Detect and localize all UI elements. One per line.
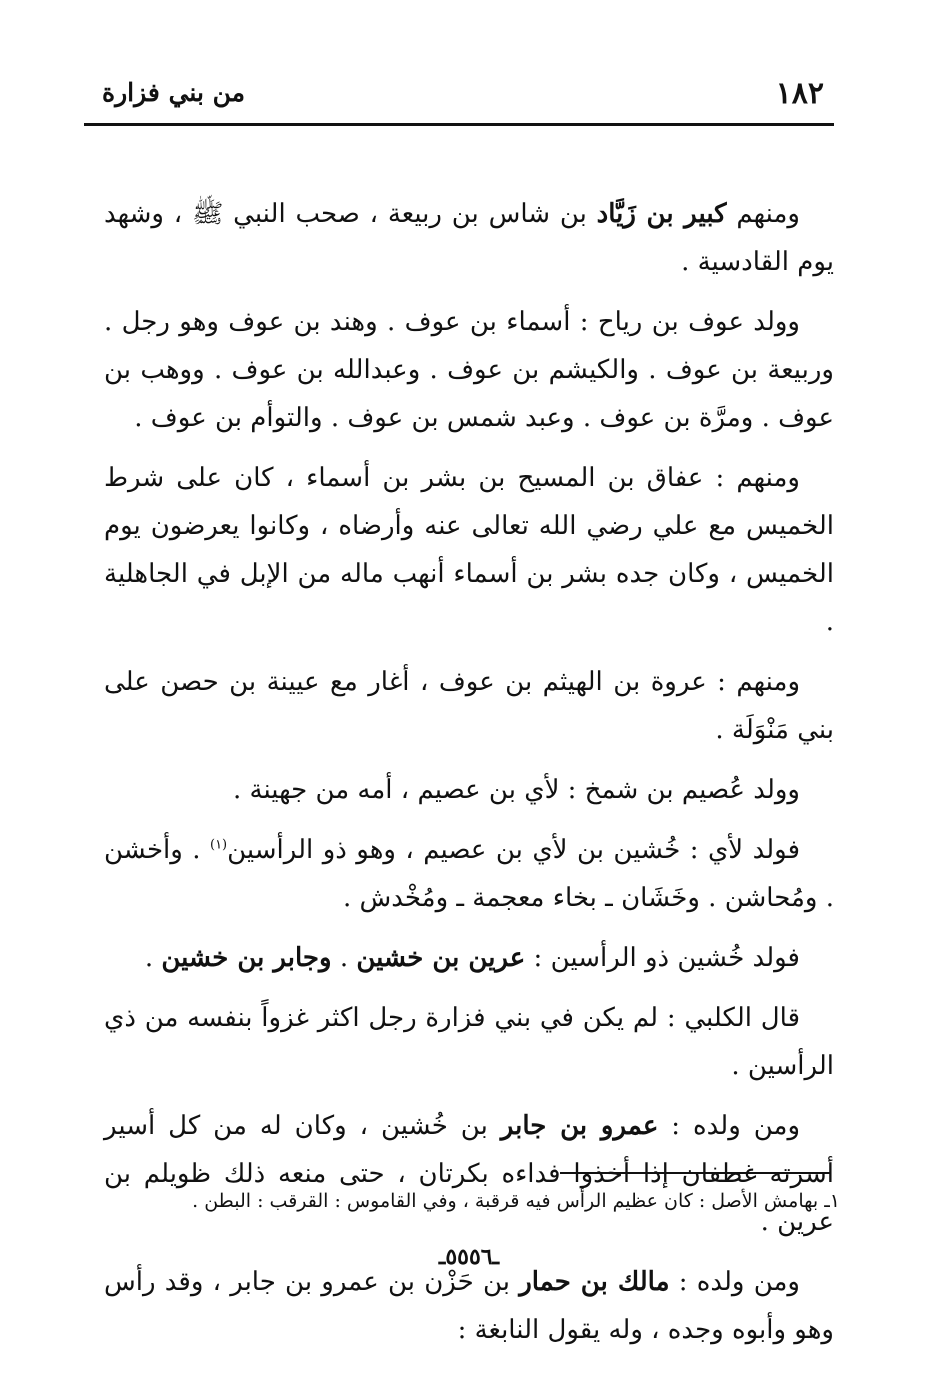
running-title: من بني فزارة — [102, 78, 246, 107]
name-bold: وجابر بن خشين — [161, 943, 332, 973]
volume-page-number: ـ٥٥٥٦ـ — [438, 1244, 500, 1270]
paragraph: فولد خُشين ذو الرأسين : عرين بن خشين . وجابر بن خشين . — [144, 943, 800, 973]
footnote-rule — [560, 1172, 830, 1174]
footnote: ١ـ بهامش الأصل : كان عظيم الرأس فيه قرقبة ، وفي القاموس : القرقب : البطن . — [192, 1190, 840, 1212]
name-bold: كبير بن زَيَّاد — [596, 199, 727, 229]
running-header — [84, 70, 834, 126]
paragraph: ومنهم كبير بن زَيَّاد بن شاس بن ربيعة ، صحب النبي ﷺ ، وشهد يوم القادسية . — [104, 199, 834, 277]
paragraph: قال الكلبي : لم يكن في بني فزارة رجل اكثر غزواً بنفسه من ذي الرأسين . — [104, 1003, 834, 1081]
paragraph: وولد عُصيم بن شمخ : لأي بن عصيم ، أمه من جهينة . — [232, 775, 800, 805]
paragraph: ومنهم : عروة بن الهيثم بن عوف ، أغار مع عيينة بن حصن على بني مَنْوَلَة . — [104, 667, 834, 745]
name-bold: عمرو بن جابر — [500, 1111, 659, 1141]
page-number: ١٨٢ — [775, 76, 824, 111]
paragraph: فولد لأي : خُشين بن لأي بن عصيم ، وهو ذو الرأسين$^{(١)}$ . وأخشن . ومُحاشن . وخَشَان ـ بخاء معجمة ـ ومُخْدش . — [104, 835, 834, 913]
paragraph: ومن ولده : مالك بن حمار بن حَزْن بن عمرو بن جابر ، وقد رأس وهو وأبوه وجده ، وله يقول النابغة : — [104, 1267, 834, 1345]
header-rule — [84, 123, 834, 126]
name-bold: عرين بن خشين — [356, 943, 526, 973]
footnote-reference[interactable]: (١) — [209, 837, 228, 853]
name-bold: مالك بن حمار — [519, 1267, 670, 1297]
paragraph: وولد عوف بن رياح : أسماء بن عوف . وهند بن عوف وهو رجل . وربيعة بن عوف . والكيشم بن عوف . وعبدالله بن عوف . ووهب بن عوف . ومرَّة بن عوف . وعبد شمس بن عوف . والتوأم بن عوف . — [104, 307, 834, 433]
paragraph: ومن ولده : عمرو بن جابر بن خُشين ، وكان له من كل أسير أسرته غطفان إذا أخذوا فداءه بكرتان ، حتى منعه ذلك ظويلم بن عرين . — [104, 1111, 834, 1237]
paragraph: ومنهم : عفاق بن المسيح بن بشر بن أسماء ، كان على شرط الخميس مع علي رضي الله تعالى عنه وأرضاه ، وكانوا يعرضون يوم الخميس ، وكان جده بشر بن أسماء أنهب ماله من الإبل في الجاهلية . — [104, 463, 834, 637]
